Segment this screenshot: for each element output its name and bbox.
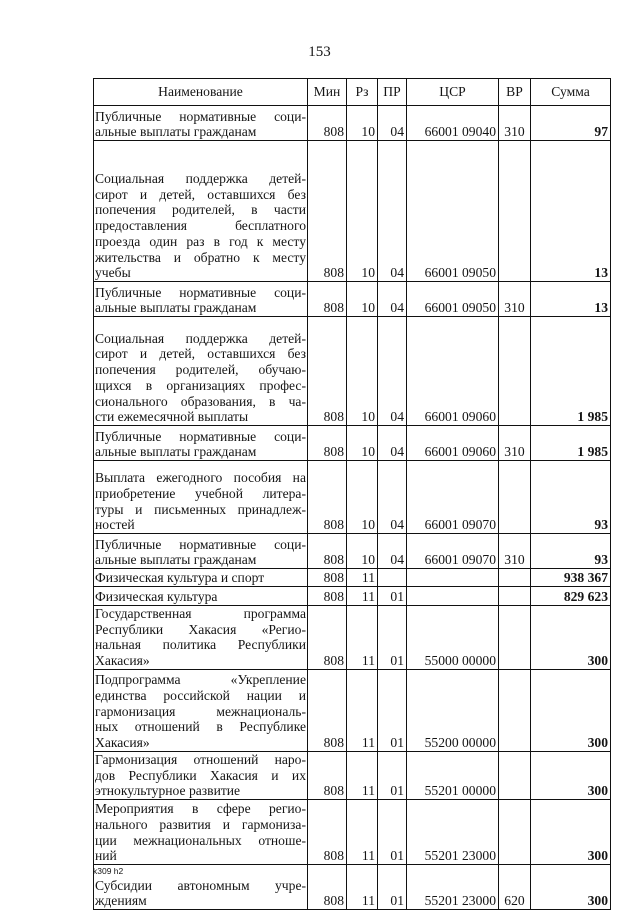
cell-min: 808	[308, 799, 347, 864]
cell-sum: 97	[531, 106, 611, 141]
cell-vr: 310	[499, 106, 531, 141]
table-row	[94, 799, 611, 864]
cell-name	[94, 587, 308, 606]
cell-rz: 11	[347, 669, 378, 751]
cell-sum: 938 367	[531, 569, 611, 587]
cell-sum: 300	[531, 669, 611, 751]
cell-vr: 310	[499, 282, 531, 317]
name-line: щихся в организациях профес-	[95, 377, 306, 393]
cell-pr: 04	[378, 534, 407, 569]
cell-vr	[499, 317, 531, 426]
cell-sum: 93	[531, 534, 611, 569]
cell-name	[94, 799, 308, 864]
cell-sum: 300	[531, 799, 611, 864]
name-line: Гармонизация отношений наро-	[95, 751, 306, 767]
table-row	[94, 587, 611, 606]
cell-vr	[499, 141, 531, 282]
name-line: туры и письменных принадлеж-	[95, 501, 306, 517]
cell-rz: 11	[347, 587, 378, 606]
header-csr: ЦСР	[407, 79, 499, 106]
name-line: Хакасия»	[95, 735, 150, 751]
cell-vr	[499, 799, 531, 864]
table-row	[94, 461, 611, 534]
cell-min: 808	[308, 864, 347, 909]
header-pr: ПР	[378, 79, 407, 106]
cell-vr	[499, 669, 531, 751]
name-line: дов Республики Хакасия и их	[95, 767, 306, 783]
cell-pr: 04	[378, 106, 407, 141]
cell-pr: 04	[378, 141, 407, 282]
cell-sum: 300	[531, 751, 611, 799]
cell-min: 808	[308, 669, 347, 751]
table-body	[94, 106, 611, 910]
cell-name	[94, 106, 308, 141]
cell-sum: 300	[531, 606, 611, 670]
cell-csr: 66001 09040	[407, 106, 499, 141]
name-line: Мероприятия в сфере регио-	[95, 801, 306, 817]
header-rz: Рз	[347, 79, 378, 106]
cell-name	[94, 141, 308, 282]
name-line: Выплата ежегодного пособия на	[95, 470, 306, 486]
cell-csr: 55201 23000	[407, 864, 499, 909]
cell-sum: 93	[531, 461, 611, 534]
cell-rz: 11	[347, 606, 378, 670]
name-line: нальная политика Республики	[95, 637, 306, 653]
cell-rz: 11	[347, 799, 378, 864]
name-line: ний	[95, 848, 117, 864]
table-row	[94, 669, 611, 751]
name-line: Социальная поддержка детей-	[95, 171, 306, 187]
cell-pr: 04	[378, 426, 407, 461]
name-line: этнокультурное развитие	[95, 783, 241, 799]
name-line: Физическая культура и спорт	[95, 570, 265, 586]
cell-name	[94, 606, 308, 670]
name-line: ждениям	[95, 893, 147, 909]
cell-min: 808	[308, 569, 347, 587]
cell-pr: 04	[378, 282, 407, 317]
cell-min: 808	[308, 534, 347, 569]
name-line: Республики Хакасия «Регио-	[95, 621, 306, 637]
name-line: альные выплаты гражданам	[95, 124, 257, 140]
cell-name	[94, 282, 308, 317]
name-line: сионального образования, в ча-	[95, 393, 306, 409]
name-line: предоставления бесплатного	[95, 218, 306, 234]
cell-vr	[499, 569, 531, 587]
name-line: сти ежемесячной выплаты	[95, 409, 249, 425]
cell-csr	[407, 587, 499, 606]
name-line: Субсидии автономным учре-	[95, 877, 306, 893]
cell-rz: 10	[347, 426, 378, 461]
cell-pr: 01	[378, 606, 407, 670]
name-line: жительства и обратно к месту	[95, 249, 306, 265]
header-vr: ВР	[499, 79, 531, 106]
table-row	[94, 864, 611, 909]
name-line: Государственная программа	[95, 606, 306, 621]
name-line: Физическая культура	[95, 589, 218, 605]
header-name: Наименование	[94, 79, 308, 106]
cell-pr	[378, 569, 407, 587]
table-row	[94, 317, 611, 426]
name-line: Публичные нормативные соци-	[95, 536, 306, 552]
name-line: проезда один раз в год к месту	[95, 233, 306, 249]
name-line: приобретение учебной литера-	[95, 485, 306, 501]
name-line: Хакасия»	[95, 653, 150, 669]
name-line: нального развития и гармониза-	[95, 816, 306, 832]
header-min: Мин	[308, 79, 347, 106]
cell-csr: 66001 09070	[407, 461, 499, 534]
cell-rz: 10	[347, 141, 378, 282]
cell-rz: 11	[347, 569, 378, 587]
table-header-row	[94, 79, 611, 106]
name-line: Подпрограмма «Укрепление	[95, 672, 306, 688]
name-line: Публичные нормативные соци-	[95, 428, 306, 444]
cell-pr: 01	[378, 669, 407, 751]
cell-csr: 55201 23000	[407, 799, 499, 864]
budget-table	[93, 78, 611, 910]
cell-csr	[407, 569, 499, 587]
name-line: ции межнациональных отноше-	[95, 832, 306, 848]
page-number: 153	[308, 44, 331, 60]
cell-pr: 01	[378, 751, 407, 799]
cell-vr	[499, 751, 531, 799]
cell-name	[94, 669, 308, 751]
cell-name	[94, 569, 308, 587]
table-row	[94, 106, 611, 141]
cell-min: 808	[308, 317, 347, 426]
cell-sum: 13	[531, 141, 611, 282]
cell-pr: 04	[378, 461, 407, 534]
cell-rz: 10	[347, 282, 378, 317]
name-line: гармонизация межнациональ-	[95, 703, 306, 719]
cell-sum: 1 985	[531, 426, 611, 461]
footer-code: k309 h2	[93, 866, 124, 876]
cell-csr: 66001 09050	[407, 141, 499, 282]
name-line: альные выплаты гражданам	[95, 444, 257, 460]
name-line: ностей	[95, 517, 135, 533]
cell-vr	[499, 461, 531, 534]
name-line: альные выплаты гражданам	[95, 300, 257, 316]
table-row	[94, 141, 611, 282]
name-line: Публичные нормативные соци-	[95, 284, 306, 300]
cell-rz: 10	[347, 317, 378, 426]
name-line: сирот и детей, оставшихся без	[95, 186, 306, 202]
cell-pr: 04	[378, 317, 407, 426]
cell-min: 808	[308, 587, 347, 606]
table-row	[94, 569, 611, 587]
table-row	[94, 606, 611, 670]
cell-csr: 55201 00000	[407, 751, 499, 799]
cell-csr: 66001 09060	[407, 317, 499, 426]
cell-sum: 13	[531, 282, 611, 317]
cell-csr: 55200 00000	[407, 669, 499, 751]
cell-pr: 01	[378, 864, 407, 909]
cell-sum: 300	[531, 864, 611, 909]
cell-name	[94, 461, 308, 534]
cell-csr: 66001 09070	[407, 534, 499, 569]
cell-rz: 11	[347, 864, 378, 909]
cell-name	[94, 534, 308, 569]
cell-min: 808	[308, 751, 347, 799]
cell-min: 808	[308, 106, 347, 141]
cell-csr: 66001 09060	[407, 426, 499, 461]
cell-min: 808	[308, 606, 347, 670]
cell-name	[94, 426, 308, 461]
name-line: сирот и детей, оставшихся без	[95, 346, 306, 362]
cell-pr: 01	[378, 587, 407, 606]
cell-min: 808	[308, 426, 347, 461]
name-line: Публичные нормативные соци-	[95, 108, 306, 124]
cell-csr: 55000 00000	[407, 606, 499, 670]
cell-rz: 10	[347, 461, 378, 534]
table-row	[94, 426, 611, 461]
table-row	[94, 282, 611, 317]
name-line: попечения родителей, в части	[95, 202, 306, 218]
cell-min: 808	[308, 461, 347, 534]
cell-rz: 10	[347, 106, 378, 141]
cell-name	[94, 317, 308, 426]
table-row	[94, 534, 611, 569]
name-line: ных отношений в Республике	[95, 719, 306, 735]
cell-rz: 10	[347, 534, 378, 569]
cell-sum: 1 985	[531, 317, 611, 426]
cell-min: 808	[308, 282, 347, 317]
cell-vr	[499, 587, 531, 606]
cell-sum: 829 623	[531, 587, 611, 606]
name-line: учебы	[95, 265, 131, 281]
cell-vr: 620	[499, 864, 531, 909]
cell-min: 808	[308, 141, 347, 282]
name-line: альные выплаты гражданам	[95, 552, 257, 568]
cell-vr: 310	[499, 426, 531, 461]
cell-pr: 01	[378, 799, 407, 864]
cell-name	[94, 751, 308, 799]
header-sum: Сумма	[531, 79, 611, 106]
cell-vr: 310	[499, 534, 531, 569]
name-line: единства российской нации и	[95, 688, 306, 703]
cell-vr	[499, 606, 531, 670]
table-row	[94, 751, 611, 799]
cell-name	[94, 864, 308, 909]
name-line: попечения родителей, обучаю-	[95, 362, 306, 378]
cell-rz: 11	[347, 751, 378, 799]
cell-csr: 66001 09050	[407, 282, 499, 317]
name-line: Социальная поддержка детей-	[95, 330, 306, 346]
